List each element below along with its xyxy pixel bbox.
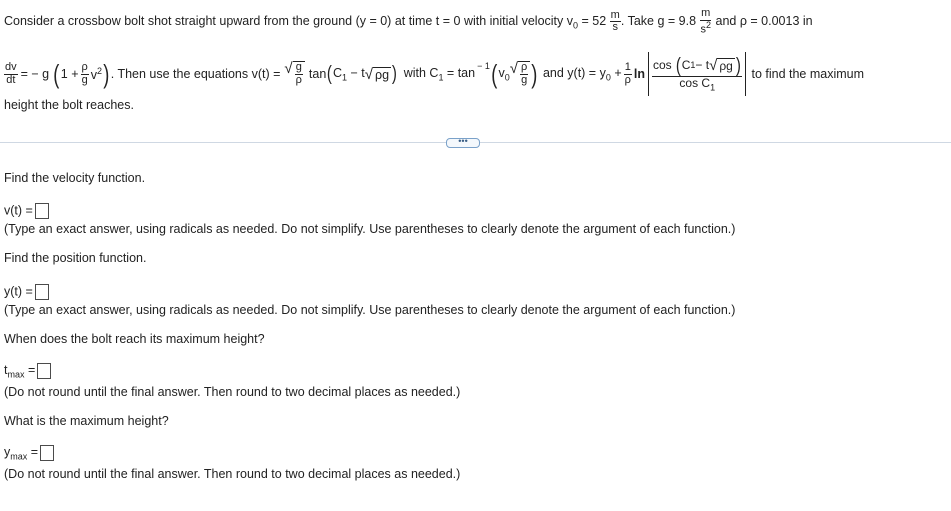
cos-ratio: cos ( C 1 − t √ ρg ) $\cos C_1$ bbox=[653, 54, 741, 92]
q4-answer-row bbox=[4, 445, 54, 462]
v0-value: = 52 bbox=[578, 14, 607, 29]
more-options-button[interactable]: ••• bbox=[446, 138, 480, 148]
unit-m-per-s: $\frac{m}{s}$ bbox=[610, 8, 620, 34]
problem-intro-line3: height the bolt reaches. bbox=[4, 98, 134, 112]
tan-label: tan bbox=[308, 67, 327, 81]
sqrt-rho-g: √ ρg bbox=[364, 65, 390, 83]
ln-label: ln bbox=[633, 67, 645, 81]
q4-hint: (Do not round until the final answer. Then round to two decimal places as needed.) bbox=[4, 467, 461, 481]
q2-hint: (Type an exact answer, using radicals as needed. Do not simplify. Use parentheses to clearly denote the argument of each function.) bbox=[4, 303, 736, 317]
unit-m-per-s2: $\frac{m}{s^2}$ bbox=[700, 7, 712, 36]
position-answer-input[interactable] bbox=[35, 284, 49, 300]
rho-over-g: $\frac{\rho}{g}$ bbox=[81, 60, 88, 86]
sqrt-g-over-rho: √ $\frac{g}{\rho}$ bbox=[284, 61, 305, 86]
equations-line: $\frac{dv}{dt}$ = − g ( 1 + $\frac{\rho}{g}$ $v^2$ ) . Then use the equations v(t) = √ $\frac{g}{\rho}$ tan ( $C_1 - t$ √ ρg ) with $C_1 = \tan$ − 1 ( $v_0$ √ $\frac{\rho}{g}$ ) and $y(t) = y_0$ + $\frac{1}{\rho}$ ln cos ( C 1 − t √ ρg ) $\cos C_1$ to find the maximum bbox=[4, 52, 864, 96]
eq-neg-g: = − g bbox=[20, 67, 50, 81]
rho-value: and ρ = 0.0013 in bbox=[712, 14, 813, 29]
q3-hint: (Do not round until the final answer. Then round to two decimal places as needed.) bbox=[4, 385, 461, 399]
dv-dt: $\frac{dv}{dt}$ bbox=[5, 60, 17, 86]
then-use-text: . Then use the equations v(t) = bbox=[110, 67, 281, 81]
one-over-rho: $\frac{1}{\rho}$ bbox=[624, 60, 631, 86]
q3-answer-row bbox=[4, 363, 51, 380]
tmax-answer-input[interactable] bbox=[37, 363, 51, 379]
to-find-text: to find the maximum bbox=[751, 67, 865, 81]
inverse-exponent: − 1 bbox=[477, 61, 490, 71]
ymax-answer-input[interactable] bbox=[40, 445, 54, 461]
sqrt-rho-over-g: √ $\frac{\rho}{g}$ bbox=[510, 61, 531, 86]
q3-prompt: When does the bolt reach its maximum height? bbox=[4, 332, 265, 346]
q2-label: y(t) = bbox=[4, 284, 33, 299]
q2-answer-row bbox=[4, 284, 49, 300]
q1-label: v(t) = bbox=[4, 203, 33, 218]
q1-prompt: Find the velocity function. bbox=[4, 171, 146, 185]
g-value: . Take g = 9.8 bbox=[620, 14, 697, 29]
velocity-answer-input[interactable] bbox=[35, 203, 49, 219]
v0-subscript: 0 bbox=[573, 20, 579, 31]
q3-label: $t_{max}$ = bbox=[4, 363, 36, 380]
q4-prompt: What is the maximum height? bbox=[4, 414, 169, 428]
q2-prompt: Find the position function. bbox=[4, 251, 147, 265]
q1-hint: (Type an exact answer, using radicals as needed. Do not simplify. Use parentheses to clearly denote the argument of each function.) bbox=[4, 222, 736, 236]
one-plus: 1 + bbox=[60, 67, 79, 81]
intro-text: Consider a crossbow bolt shot straight upward from the ground (y = 0) at time t = 0 with initial velocity v bbox=[4, 14, 574, 29]
q1-answer-row bbox=[4, 203, 49, 219]
q4-label: $y_{max}$ = bbox=[4, 445, 39, 462]
problem-intro-line1 bbox=[4, 8, 813, 36]
